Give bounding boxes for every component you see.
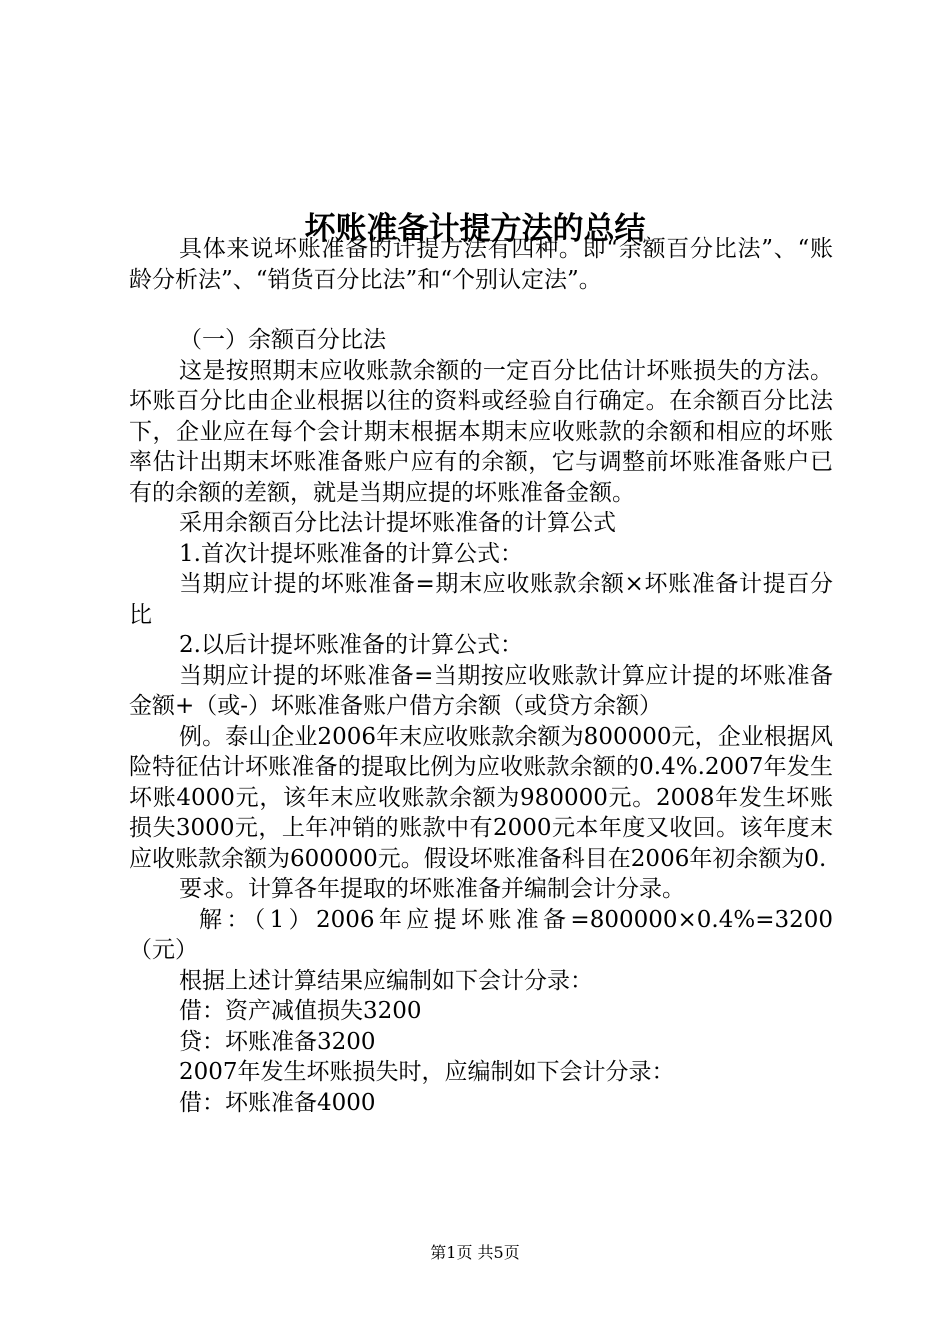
requirement-paragraph: 要求。计算各年提取的坏账准备并编制会计分录。 <box>179 876 685 902</box>
later-formula-label: 2.以后计提坏账准备的计算公式： <box>179 632 523 658</box>
example-paragraph: 例。泰山企业2006年末应收账款余额为800000元，企业根据风险特征估计坏账准备的提取比例为应收账款余额的0.4%.2007年发生坏账4000元，该年末应收账款余额为980000元。2008年发生坏账损失3000元，上年冲销的账款中有2000元本年度又收回。该年度末应收账款余额为600000元。假设坏账准备科目在2006年初余额为0. <box>129 723 833 872</box>
first-formula-label: 1.首次计提坏账准备的计算公式： <box>179 540 523 567</box>
second-entry-intro: 2007年发生坏账损失时，应编制如下会计分录： <box>179 1059 675 1085</box>
document-title: 坏账准备计提方法的总结 <box>304 210 646 247</box>
section-heading: （一）余额百分比法 <box>179 327 386 353</box>
later-formula: 当期应计提的坏账准备=当期按应收账款计算应计提的坏账准备金额+（或-）坏账准备账户借方余额（或贷方余额） <box>129 662 833 719</box>
first-formula: 当期应计提的坏账准备=期末应收账款余额×坏账准备计提百分比 <box>129 571 833 628</box>
solution-paragraph: 解：（1）2006年应提坏账准备=800000×0.4%=3200（元） <box>129 906 833 963</box>
page-number-footer: 第1页 共5页 <box>430 1243 520 1262</box>
method-description-paragraph: 这是按照期末应收账款余额的一定百分比估计坏账损失的方法。坏账百分比由企业根据以往的资料或经验自行确定。在余额百分比法下，企业应在每个会计期末根据本期末应收账款的余额和相应的坏账率估计出期末坏账准备账户应有的余额，它与调整前坏账准备账户已有的余额的差额，就是当期应提的坏账准备金额。 <box>129 357 833 506</box>
entry-intro-paragraph: 根据上述计算结果应编制如下会计分录： <box>179 967 593 994</box>
formula-heading: 采用余额百分比法计提坏账准备的计算公式 <box>179 510 616 536</box>
document-body <box>129 234 833 1118</box>
intro-paragraph: 具体来说坏账准备的计提方法有四种。即“余额百分比法”、“账龄分析法”、“销货百分比法”和“个别认定法”。 <box>129 236 833 293</box>
debit-entry: 借：资产减值损失3200 <box>179 998 422 1024</box>
credit-entry: 贷：坏账准备3200 <box>179 1028 376 1055</box>
second-debit-entry: 借：坏账准备4000 <box>179 1089 376 1116</box>
